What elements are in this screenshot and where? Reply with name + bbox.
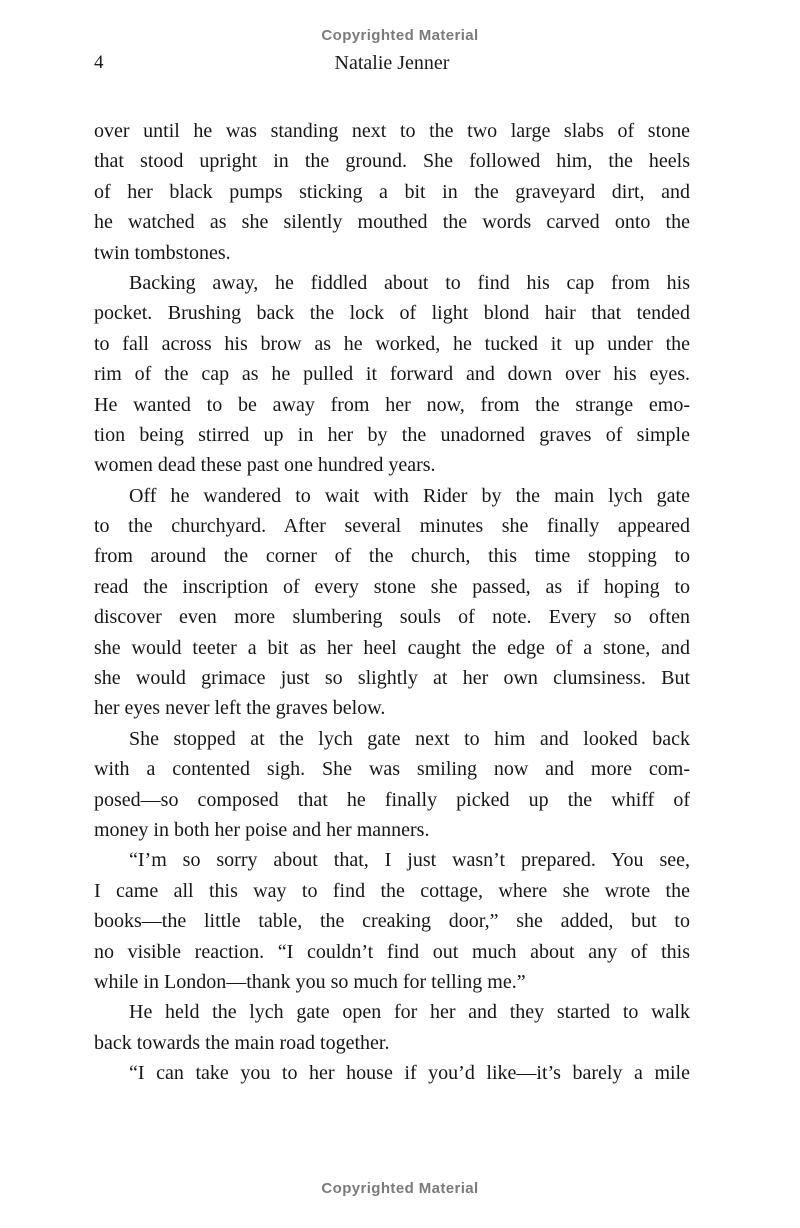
text-line: She stopped at the lych gate next to him and looked back: [129, 727, 690, 750]
text-line: pocket. Brushing back the lock of light blond hair that tended: [94, 302, 690, 325]
bottom-copyright-watermark: Copyrighted Material: [321, 1180, 479, 1197]
text-line: “I’m so sorry about that, I just wasn’t prepared. You see,: [129, 849, 690, 872]
page-number: 4: [94, 52, 104, 73]
text-line: she would grimace just so slightly at her own clumsiness. But: [94, 667, 690, 690]
text-line: no visible reaction. “I couldn’t find out much about any of this: [94, 940, 690, 963]
text-line: rim of the cap as he pulled it forward and down over his eyes.: [94, 363, 690, 386]
text-line: tion being stirred up in her by the unadorned graves of simple: [94, 423, 690, 446]
text-line: discover even more slumbering souls of note. Every so often: [94, 606, 690, 629]
text-line: to fall across his brow as he worked, he tucked it up under the: [94, 332, 690, 355]
text-line: back towards the main road together.: [94, 1031, 390, 1054]
text-line: with a contented sigh. She was smiling now and more com-: [94, 758, 690, 781]
top-copyright-watermark: Copyrighted Material: [321, 27, 479, 44]
text-line: he watched as she silently mouthed the words carved onto the: [94, 211, 690, 234]
text-line: over until he was standing next to the two large slabs of stone: [94, 120, 690, 142]
text-line: her eyes never left the graves below.: [94, 697, 386, 720]
text-line: He held the lych gate open for her and they started to walk: [129, 1001, 690, 1024]
text-line: books—the little table, the creaking door,” she added, but to: [94, 910, 690, 933]
text-line: of her black pumps sticking a bit in the graveyard dirt, and: [94, 180, 690, 203]
text-line: Backing away, he fiddled about to find his cap from his: [129, 271, 690, 294]
text-line: women dead these past one hundred years.: [94, 454, 436, 477]
text-line: while in London—thank you so much for telling me.”: [94, 970, 526, 993]
text-line: Off he wandered to wait with Rider by the main lych gate: [129, 484, 690, 507]
text-line: money in both her poise and her manners.: [94, 818, 430, 841]
text-line: I came all this way to find the cottage, where she wrote the: [94, 879, 690, 902]
text-line: she would teeter a bit as her heel caught the edge of a stone, and: [94, 636, 690, 659]
text-line: from around the corner of the church, this time stopping to: [94, 545, 690, 568]
text-line: to the churchyard. After several minutes she finally appeared: [94, 515, 690, 538]
running-header-author: Natalie Jenner: [334, 52, 450, 74]
text-line: “I can take you to her house if you’d like—it’s barely a mile: [129, 1062, 690, 1085]
text-line: that stood upright in the ground. She followed him, the heels: [94, 150, 690, 173]
text-line: posed—so composed that he finally picked up the whiff of: [94, 788, 690, 811]
text-line: He wanted to be away from her now, from the strange emo-: [94, 393, 690, 416]
body-text: [94, 116, 690, 1089]
text-line: twin tombstones.: [94, 241, 231, 264]
page-header: [94, 52, 690, 78]
text-line: read the inscription of every stone she passed, as if hoping to: [94, 575, 690, 598]
